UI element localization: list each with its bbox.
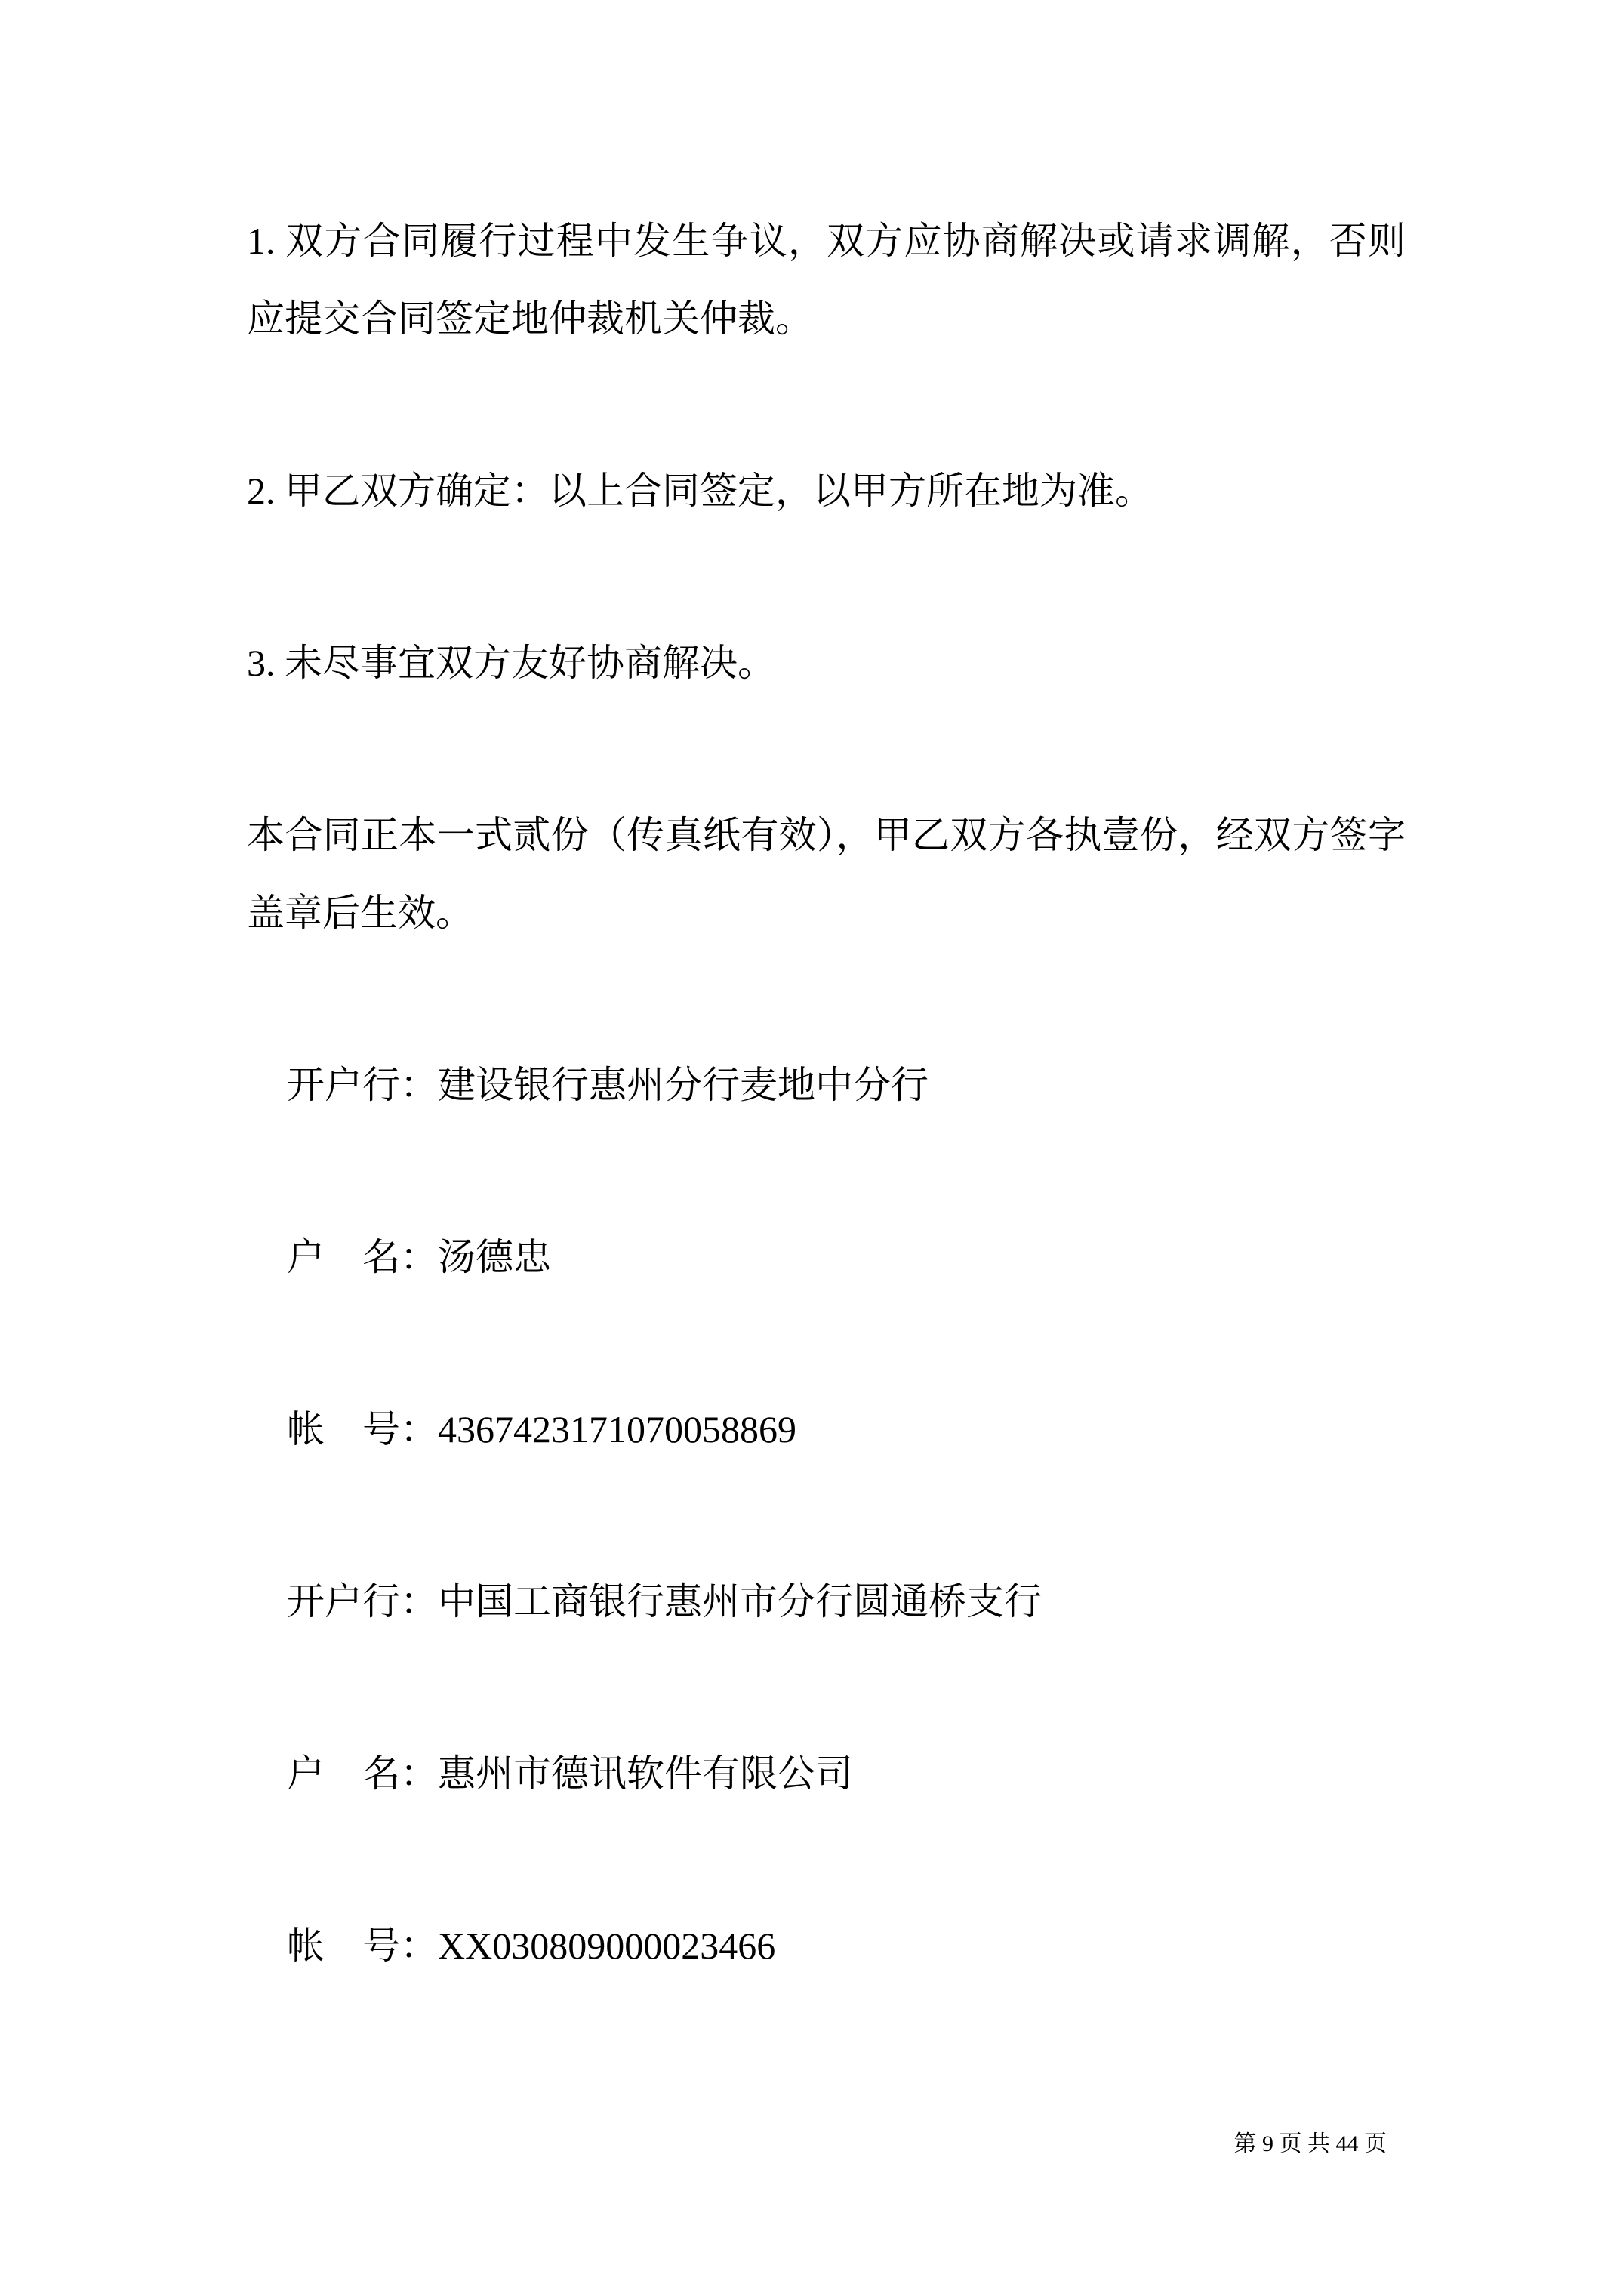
contract-clause-3: 3. 未尽事宜双方友好协商解决。 (247, 642, 775, 684)
contract-body (247, 202, 1406, 2079)
bank1-opening-bank-line: 开户行：建设银行惠州分行麦地中分行 (287, 1064, 929, 1106)
bank1-account-number-line: 帐 号：4367423171070058869 (287, 1408, 796, 1450)
bank2-opening-bank-line: 开户行：中国工商银行惠州市分行圆通桥支行 (287, 1580, 1042, 1623)
bank2-account-number-line: 帐 号：XX030809000023466 (287, 1925, 776, 1967)
contract-clause-1: 1. 双方合同履行过程中发生争议，双方应协商解决或请求调解，否则应提交合同签定地仲裁机关仲裁。 (247, 220, 1406, 340)
page-number-footer: 第 9 页 共 44 页 (1233, 2131, 1387, 2156)
contract-clause-2: 2. 甲乙双方确定：以上合同签定，以甲方所在地为准。 (247, 470, 1153, 512)
contract-copies-statement: 本合同正本一式贰份（传真纸有效），甲乙双方各执壹份，经双方签字盖章后生效。 (247, 814, 1406, 934)
bank1-account-name-line: 户 名：汤德忠 (287, 1236, 551, 1278)
bank2-account-name-line: 户 名：惠州市德讯软件有限公司 (287, 1752, 853, 1795)
